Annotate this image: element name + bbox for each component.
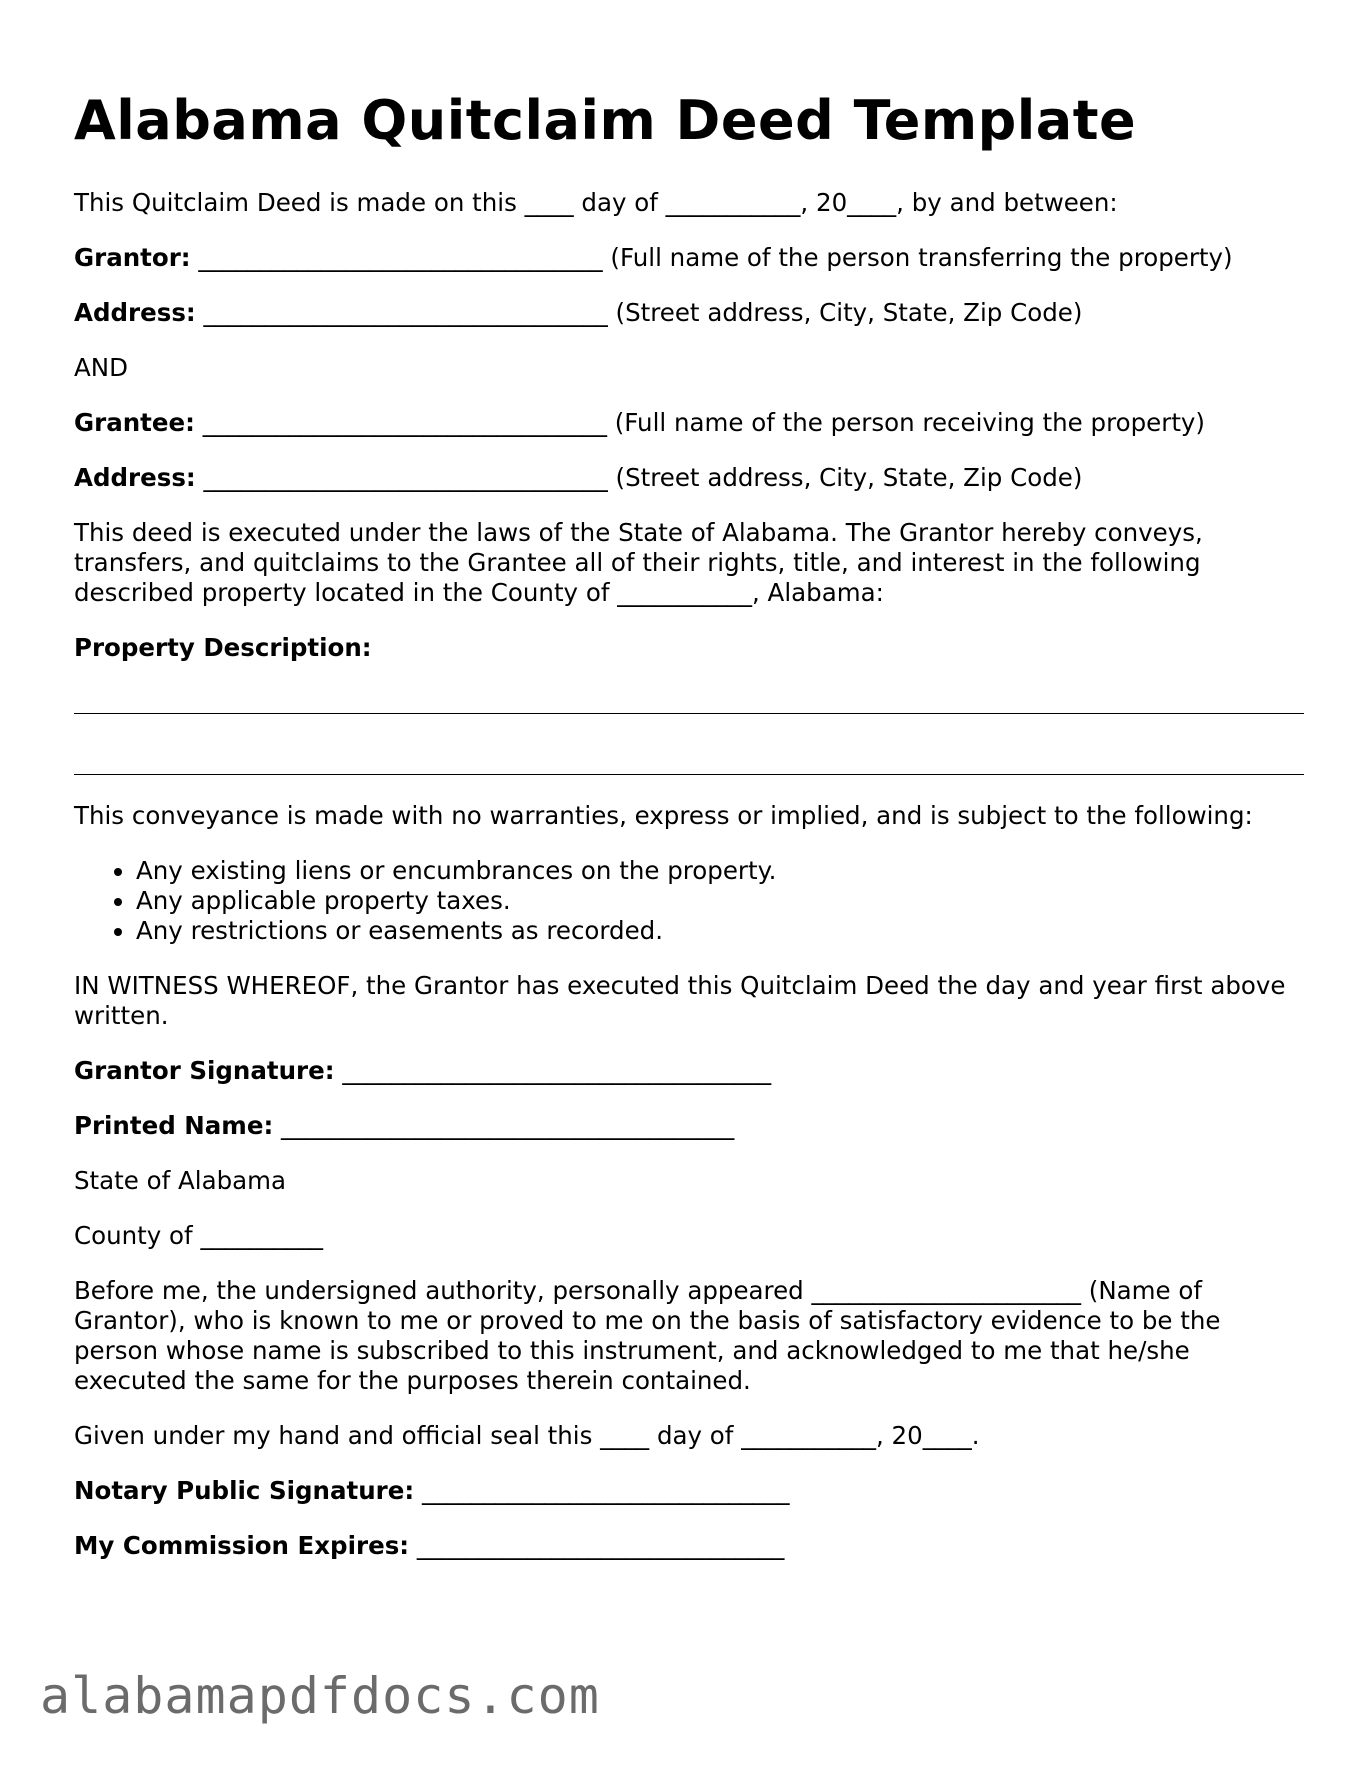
grantee-line	[74, 408, 1304, 438]
commission-expires-blank: ______________________________	[409, 1531, 785, 1560]
site-watermark: alabamapdfdocs.com	[40, 1667, 600, 1725]
deed-document	[74, 88, 1304, 1586]
property-description-line-1	[74, 713, 1304, 714]
conveyance-paragraph: This conveyance is made with no warranties, express or implied, and is subject to the following:	[74, 801, 1253, 830]
commission-expires-line	[74, 1531, 1304, 1561]
printed-name-label: Printed Name:	[74, 1111, 274, 1140]
conditions-list	[74, 856, 1304, 946]
grantor-signature-label: Grantor Signature:	[74, 1056, 335, 1085]
grantee-blank: _________________________________ (Full name of the person receiving the property)	[194, 408, 1205, 437]
notary-signature-label: Notary Public Signature:	[74, 1476, 415, 1505]
and-separator: AND	[74, 353, 128, 382]
laws-paragraph: This deed is executed under the laws of the State of Alabama. The Grantor hereby conveys, transfers, and quitclaims to the Grantee all of their rights, title, and interest in the following described property located in the County of ___________, Alabama:	[74, 518, 1203, 607]
state-line: State of Alabama	[74, 1166, 287, 1195]
acknowledgment-paragraph: Before me, the undersigned authority, personally appeared ______________________ (Name of Grantor), who is known to me or proved to me on the basis of satisfactory evidence to be the person whose name is subscribed to this instrument, and acknowledged to me that he/she executed the same for the purposes therein contained.	[74, 1276, 1221, 1395]
property-description-heading	[74, 633, 1304, 663]
grantor-address-label: Address:	[74, 298, 196, 327]
property-description-label: Property Description:	[74, 633, 372, 662]
printed-name-blank: _____________________________________	[273, 1111, 735, 1140]
grantee-address-blank: _________________________________ (Street address, City, State, Zip Code)	[195, 463, 1083, 492]
grantor-address-line	[74, 298, 1304, 328]
seal-line: Given under my hand and official seal this ____ day of ___________, 20____.	[74, 1421, 980, 1450]
grantor-signature-line	[74, 1056, 1304, 1086]
commission-expires-label: My Commission Expires:	[74, 1531, 410, 1560]
property-description-line-2	[74, 774, 1304, 775]
grantee-label: Grantee:	[74, 408, 195, 437]
printed-name-line	[74, 1111, 1304, 1141]
grantee-address-line	[74, 463, 1304, 493]
list-item: • Any existing liens or encumbrances on the property.	[136, 856, 1304, 886]
grantee-address-label: Address:	[74, 463, 196, 492]
grantor-label: Grantor:	[74, 243, 191, 272]
list-item: • Any restrictions or easements as recorded.	[136, 916, 1304, 946]
notary-signature-blank: ______________________________	[414, 1476, 790, 1505]
notary-signature-line	[74, 1476, 1304, 1506]
county-line: County of __________	[74, 1221, 323, 1250]
grantor-address-blank: _________________________________ (Street address, City, State, Zip Code)	[195, 298, 1083, 327]
grantor-line	[74, 243, 1304, 273]
document-title: Alabama Quitclaim Deed Template	[74, 89, 1137, 152]
grantor-blank: _________________________________ (Full name of the person transferring the property)	[190, 243, 1233, 272]
witness-paragraph: IN WITNESS WHEREOF, the Grantor has executed this Quitclaim Deed the day and year first above written.	[74, 971, 1286, 1030]
list-item: • Any applicable property taxes.	[136, 886, 1304, 916]
grantor-signature-blank: ___________________________________	[334, 1056, 772, 1085]
intro-line: This Quitclaim Deed is made on this ____ day of ___________, 20____, by and between:	[74, 188, 1118, 217]
